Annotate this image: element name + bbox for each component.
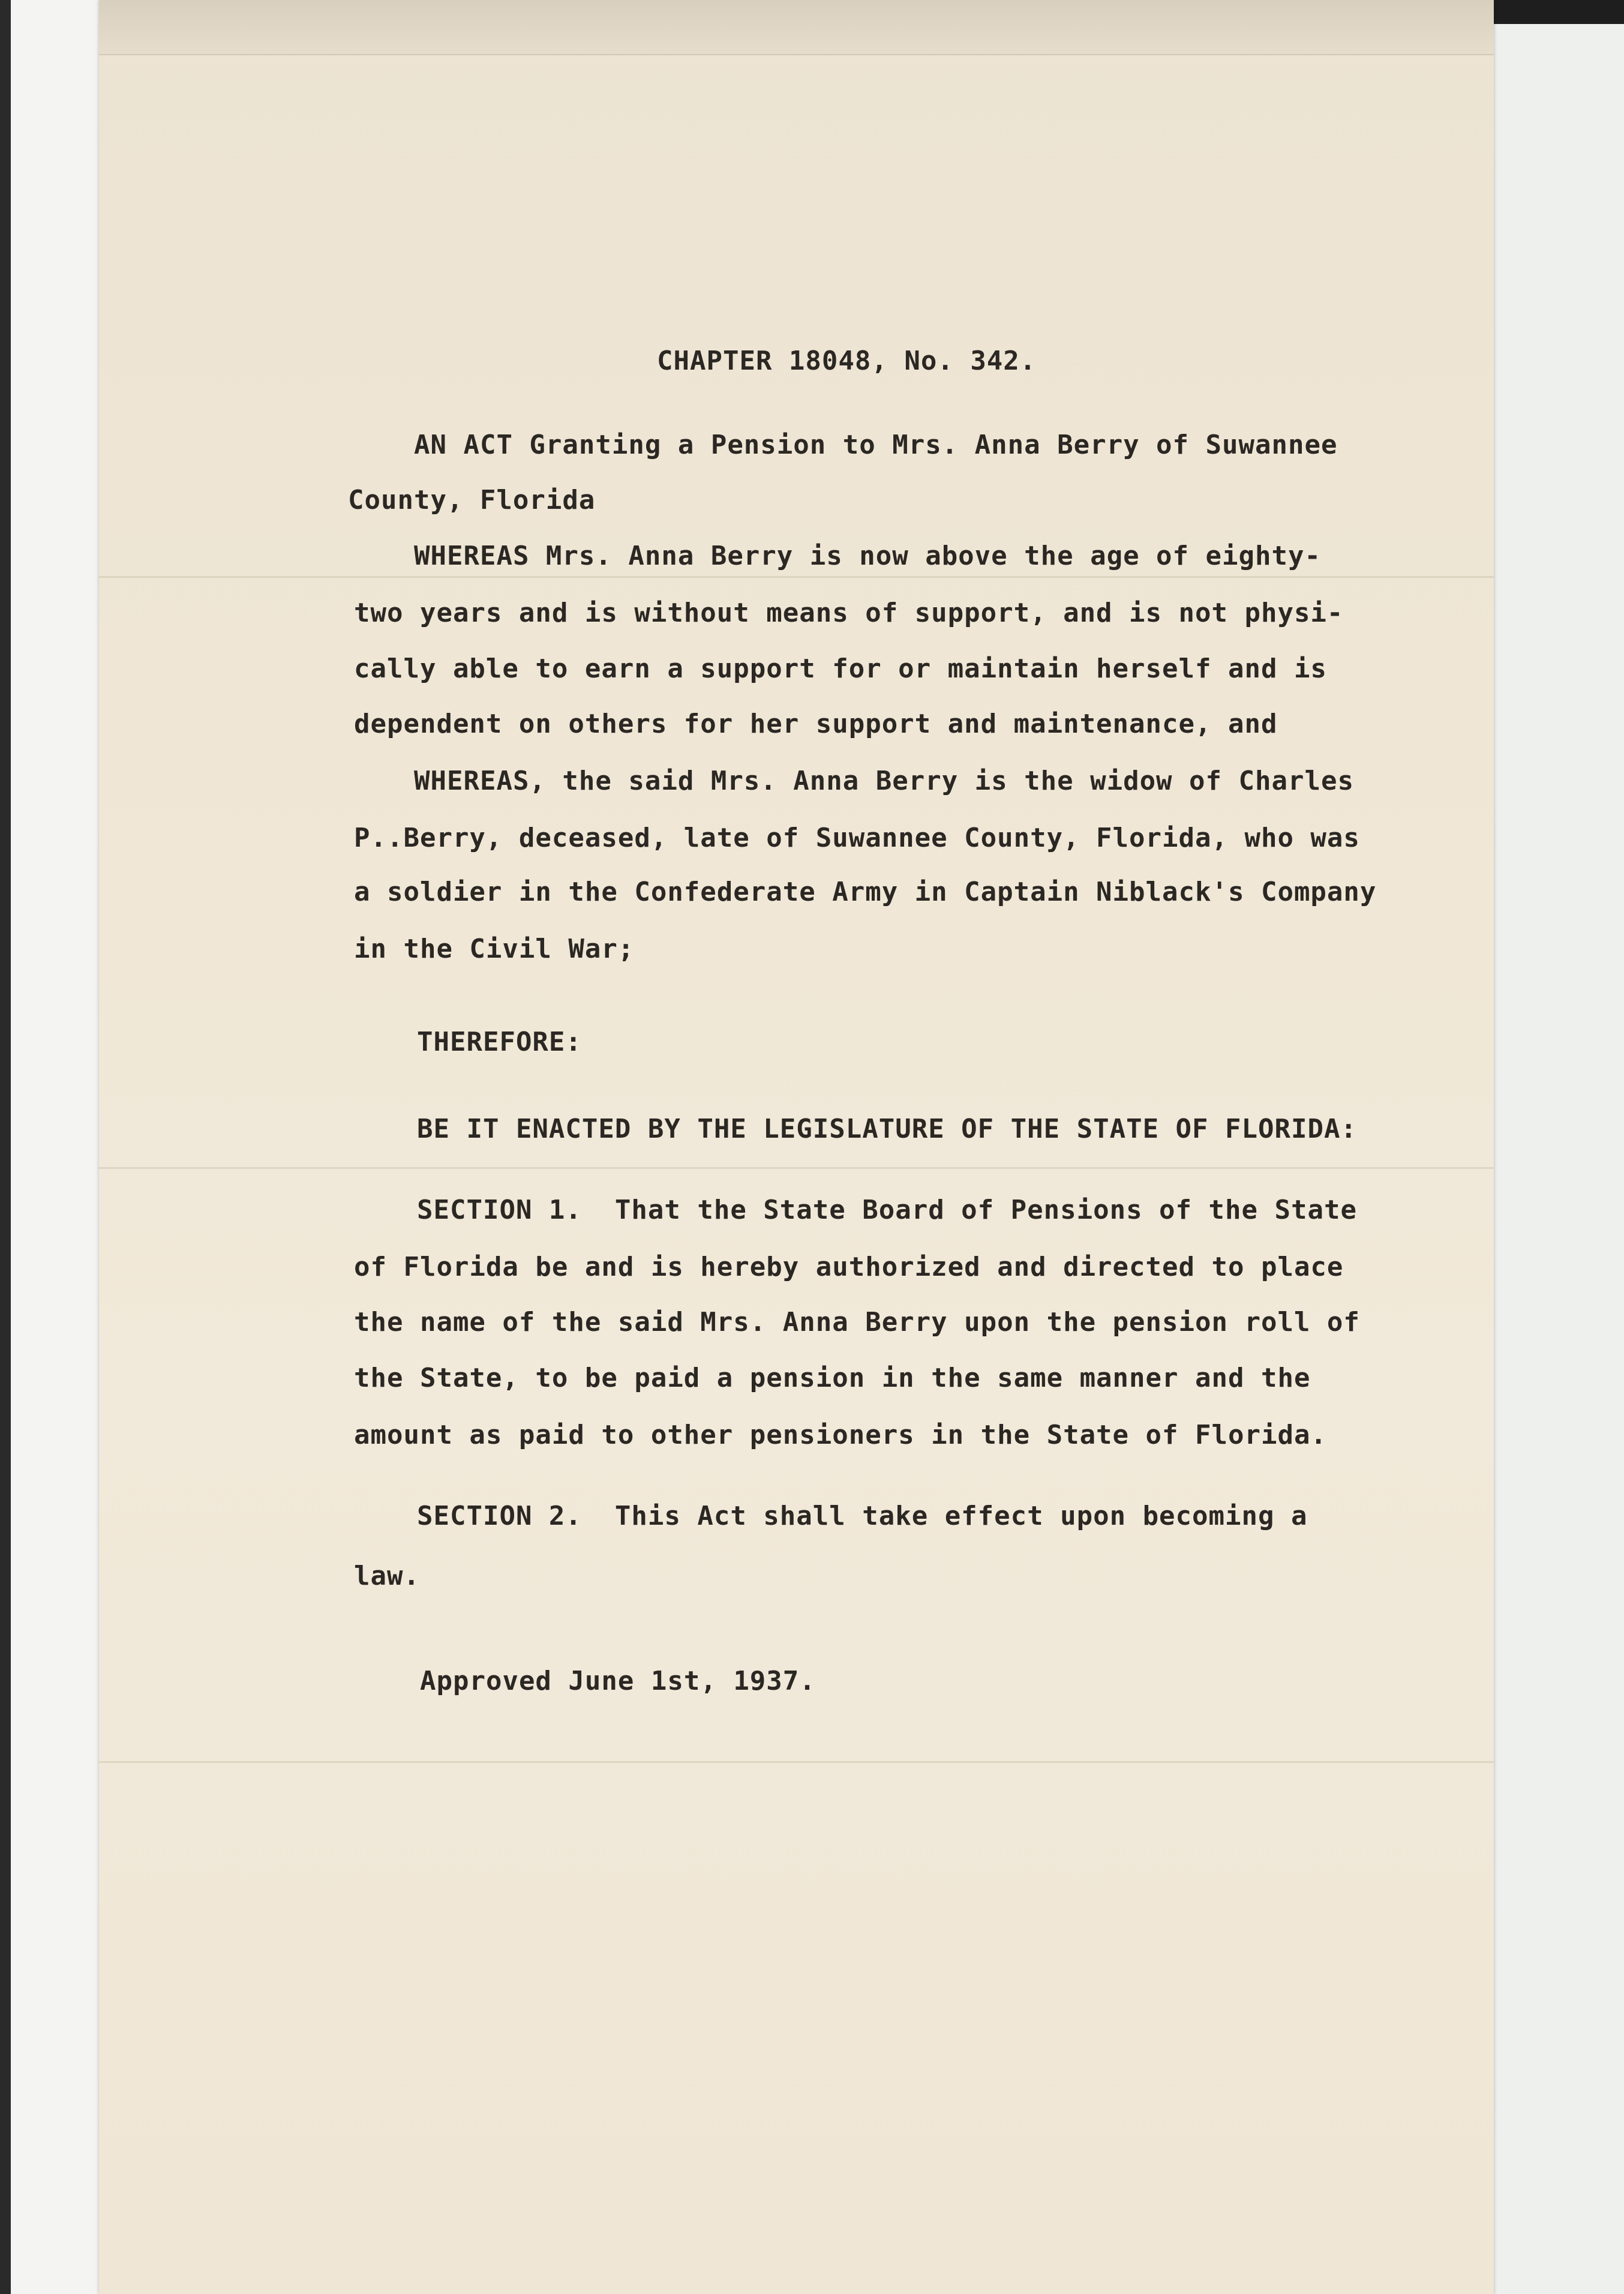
- document-page: [99, 0, 1494, 2294]
- scanner-edge-top-right: [1494, 0, 1624, 24]
- approval-date: Approved June 1st, 1937.: [420, 1666, 816, 1696]
- section-1-line: of Florida be and is hereby authorized and directed to place: [354, 1252, 1344, 1282]
- section-2-line: SECTION 2. This Act shall take effect upon becoming a: [417, 1501, 1308, 1531]
- whereas-clause-line: a soldier in the Confederate Army in Captain Niblack's Company: [354, 877, 1377, 907]
- section-2-line: law.: [354, 1561, 420, 1591]
- act-title-line: AN ACT Granting a Pension to Mrs. Anna Berry of Suwannee: [414, 430, 1338, 460]
- section-1-line: the name of the said Mrs. Anna Berry upon the pension roll of: [354, 1307, 1360, 1338]
- section-1-line: the State, to be paid a pension in the same manner and the: [354, 1363, 1311, 1393]
- whereas-clause-line: cally able to earn a support for or maintain herself and is: [354, 653, 1327, 684]
- fold-crease: [99, 1167, 1494, 1169]
- document-body: [99, 0, 1377, 1696]
- therefore-clause: THEREFORE:: [417, 1027, 582, 1057]
- whereas-clause-line: WHEREAS Mrs. Anna Berry is now above the age of eighty-: [414, 541, 1321, 571]
- fold-crease: [99, 1761, 1494, 1763]
- page-top-fold: [99, 0, 1494, 55]
- enacting-clause: BE IT ENACTED BY THE LEGISLATURE OF THE STATE OF FLORIDA:: [417, 1114, 1357, 1144]
- section-1-line: SECTION 1. That the State Board of Pensions of the State: [417, 1195, 1357, 1225]
- whereas-clause-line: in the Civil War;: [354, 934, 635, 964]
- whereas-clause-line: WHEREAS, the said Mrs. Anna Berry is the widow of Charles: [414, 766, 1354, 796]
- whereas-clause-line: P..Berry, deceased, late of Suwannee County, Florida, who was: [354, 823, 1360, 853]
- act-title-line: County, Florida: [348, 485, 596, 515]
- scanner-background-right: [1494, 0, 1624, 2294]
- whereas-clause-line: dependent on others for her support and maintenance, and: [354, 709, 1278, 739]
- section-1-line: amount as paid to other pensioners in the State of Florida.: [354, 1420, 1327, 1450]
- scanner-edge-left: [0, 0, 11, 2294]
- fold-crease: [99, 576, 1494, 578]
- whereas-clause-line: two years and is without means of support, and is not physi-: [354, 598, 1344, 628]
- chapter-heading: CHAPTER 18048, No. 342.: [657, 346, 1037, 376]
